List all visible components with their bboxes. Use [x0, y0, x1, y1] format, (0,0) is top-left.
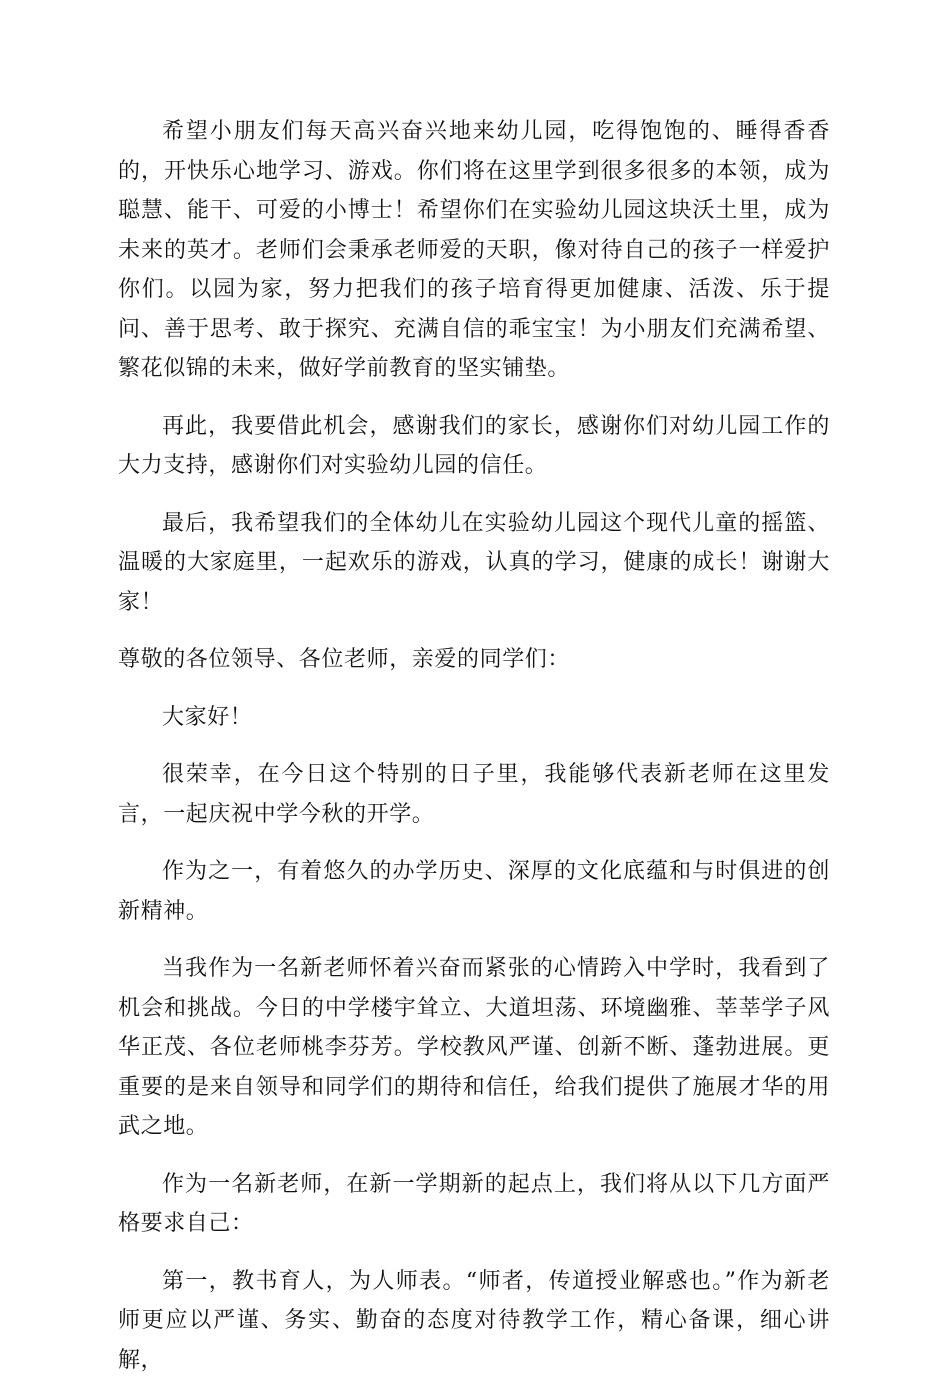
paragraph-salutation: 尊敬的各位领导、各位老师，亲爱的同学们：	[118, 647, 571, 672]
paragraph-kindergarten-wishes: 希望小朋友们每天高兴奋兴地来幼儿园，吃得饱饱的、睡得香香的，开快乐心地学习、游戏。你们将在这里学到很多很多的本领，成为聪慧、能干、可爱的小博士！希望你们在实验幼儿园这块沃土里，成为未来的英才。老师们会秉承老师爱的天职，像对待自己的孩子一样爱护你们。以园为家，努力把我们的孩子培育得更加健康、活泼、乐于提问、善于思考、敢于探究、充满自信的乖宝宝！为小朋友们充满希望、繁花似锦的未来，做好学前教育的坚实铺垫。	[118, 119, 830, 381]
paragraph-commitments-intro: 作为一名新老师，在新一学期新的起点上，我们将从以下几方面严格要求自己：	[118, 1171, 830, 1236]
paragraph-new-teacher-impressions: 当我作为一名新老师怀着兴奋而紧张的心情跨入中学时，我看到了机会和挑战。今日的中学楼宇耸立、大道坦荡、环境幽雅、莘莘学子风华正茂、各位老师桃李芬芳。学校教风严谨、创新不断、蓬勃进展。更重要的是来自领导和同学们的期待和信任，给我们提供了施展才华的用武之地。	[118, 956, 830, 1139]
paragraph-greeting: 大家好！	[162, 704, 253, 730]
paragraph-thanks-parents: 再此，我要借此机会，感谢我们的家长，感谢你们对幼儿园工作的大力支持，感谢你们对实验幼儿园的信任。	[118, 413, 830, 478]
paragraph-closing-wishes: 最后，我希望我们的全体幼儿在实验幼儿园这个现代儿童的摇篮、温暖的大家庭里，一起欢乐的游戏，认真的学习，健康的成长！谢谢大家！	[118, 510, 830, 615]
paragraph-honored: 很荣幸，在今日这个特别的日子里，我能够代表新老师在这里发言，一起庆祝中学今秋的开学。	[118, 762, 830, 827]
paragraph-school-history: 作为之一，有着悠久的办学历史、深厚的文化底蕴和与时俱进的创新精神。	[118, 859, 830, 924]
paragraph-first-commitment: 第一，教书育人，为人师表。“师者，传道授业解惑也。”作为新老师更应以严谨、务实、勤奋的态度对待教学工作，精心备课，细心讲解，	[118, 1268, 830, 1373]
document-body	[118, 112, 830, 1398]
